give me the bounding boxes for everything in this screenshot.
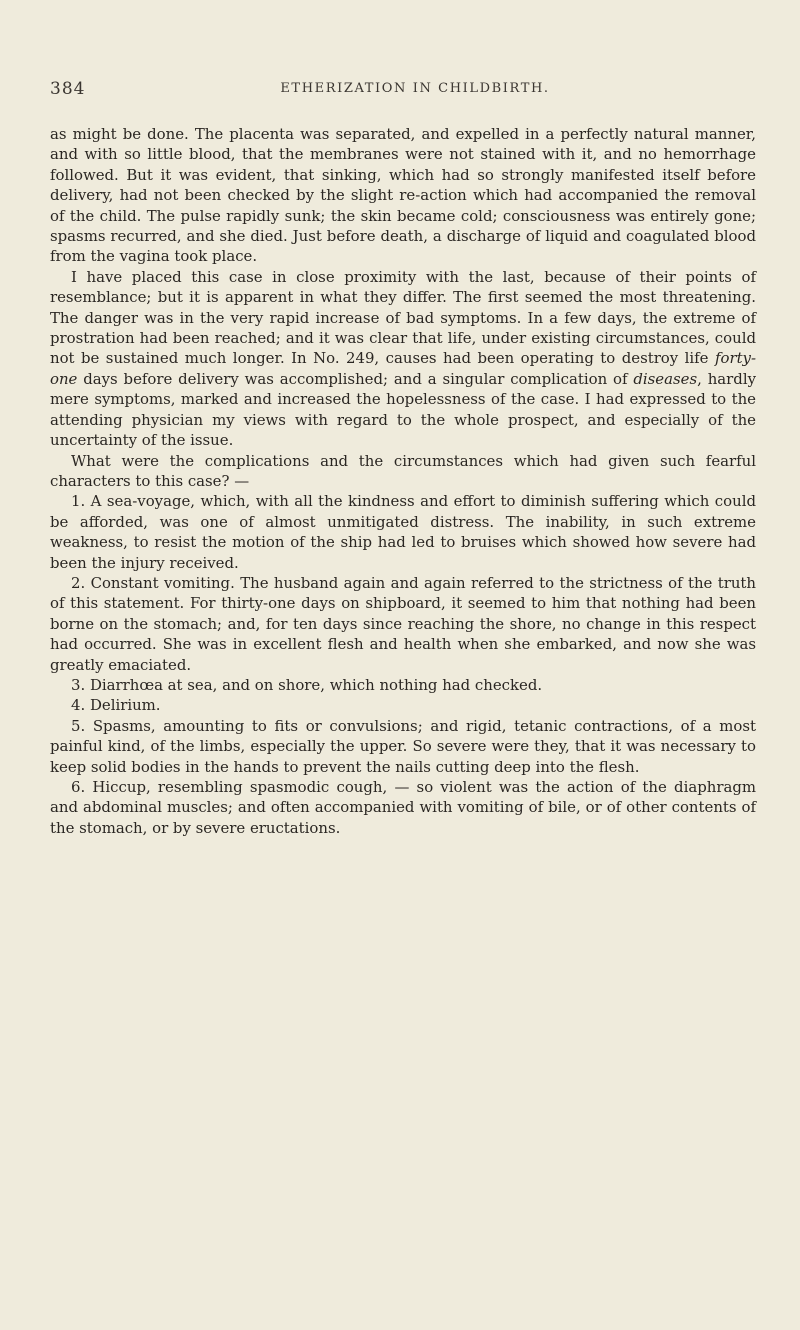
list-item-hiccup: 6. Hiccup, resembling spasmodic cough, — so violent was the action of the diaphragm and abdominal muscles; and often accompanied with vomiting of bile, or of other contents of the stomach, or by severe eructations. (50, 778, 756, 837)
list-item-vomiting: 2. Constant vomiting. The husband again and again referred to the strictness of the truth of this statement. For thirty-one days on shipboard, it seemed to him that nothing had been borne on the stomach; and, for ten days since reaching the shore, no change in this respect had occurred. She was in excellent flesh and health when she embarked, and now she was greatly emaciated. (50, 573, 756, 674)
list-item-spasms: 5. Spasms, amounting to fits or convulsions; and rigid, tetanic contractions, of a most painful kind, of the limbs, especially the upper. So severe were they, that it was necessary to keep solid bodies in the hands to prevent the nails cutting deep into the flesh. (50, 716, 756, 776)
paragraph-continuation: as might be done. The placenta was separated, and expelled in a perfectly natural manner, and with so little blood, that the membranes were not stained with it, and no hemorrhage followed. But it was evident, that sinking, which had so strongly manifested itself before delivery, had not been checked by the slight re-action which had accompanied the removal of the child. The pulse rapidly sunk; the skin became cold; consciousness was entirely gone; spasms recurred, and she died. Just before death, a discharge of liquid and coagulated blood from the vagina took place. (50, 125, 756, 266)
body-text (50, 124, 756, 838)
paragraph-comparison-part-c: , hardly mere symptoms, marked and increased the hopelessness of the case. I had expressed to the attending physician my views with regard to the whole prospect, and especially of the uncertainty of the issue. (50, 369, 756, 450)
running-title: ETHERIZATION IN CHILDBIRTH. (280, 81, 550, 96)
paragraph-question: What were the complications and the circumstances which had given such fearful characters to this case? — (50, 451, 756, 490)
paragraph-comparison (50, 267, 756, 451)
running-head (50, 79, 740, 103)
paragraph-comparison-part-b: days before delivery was accomplished; and a singular complication of (77, 369, 634, 388)
list-item-diarrhoea: 3. Diarrhœa at sea, and on shore, which nothing had checked. (71, 675, 543, 694)
list-item-delirium: 4. Delirium. (71, 696, 161, 715)
page-number: 384 (50, 79, 86, 99)
emphasis-diseases: diseases (633, 369, 698, 388)
paragraph-comparison-part-a: I have placed this case in close proximity with the last, because of their points of resemblance; but it is apparent in what they differ. The first seemed the most threatening. The danger was in the very rapid increase of bad symptoms. In a few days, the extreme of prostration had been reached; and it was clear that life, under existing circumstances, could not be sustained much longer. In No. 249, causes had been operating to destroy life (50, 267, 756, 368)
list-item-sea-voyage: 1. A sea-voyage, which, with all the kindness and effort to diminish suffering which could be afforded, was one of almost unmitigated distress. The inability, in such extreme weakness, to resist the motion of the ship had led to bruises which showed how severe had been the injury received. (50, 492, 756, 572)
emphasis-forty-one: forty-one (50, 349, 756, 388)
